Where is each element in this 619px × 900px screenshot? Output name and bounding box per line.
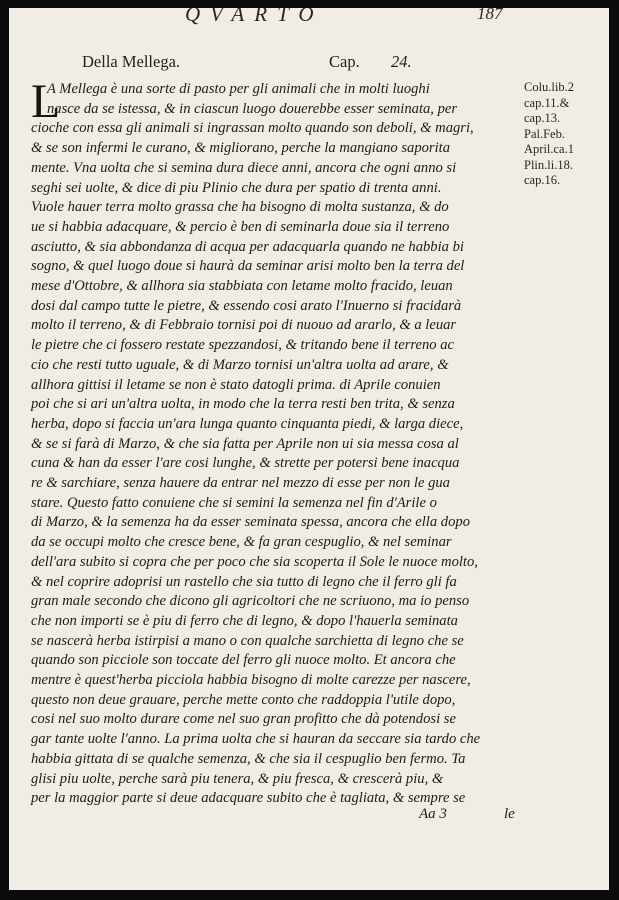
text-line: allhora gittisi il letame se non è stato datogli prima. di Aprile conuien <box>31 376 441 393</box>
text-line: dosi dal campo tutte le pietre, & essendo cosi arato l'Inuerno si fracidarà <box>31 297 462 314</box>
running-head-title: QVARTO <box>185 8 324 26</box>
text-line: habbia gittata di se qualche semenza, & che sia il cespuglio ben fermo. Ta <box>31 750 466 767</box>
chapter-number: 24. <box>391 52 412 71</box>
signature-mark: Aa 3 <box>419 806 447 822</box>
catchword: le <box>504 806 515 822</box>
chapter-heading <box>9 52 609 76</box>
text-line: A Mellega è una sorte di pasto per gli animali che in molti luoghi <box>47 81 430 97</box>
text-line: cioche con essa gli animali si ingrassan molto quando son deboli, & magri, <box>31 120 474 137</box>
text-line: stare. Questo fatto conuiene che si semini la semenza nel fin d'Arile o <box>31 494 437 511</box>
margin-note: cap.16. <box>524 173 561 187</box>
text-line: herba, dopo si faccia un'ara lunga quanto cinquanta piedi, & larga diece, <box>31 415 464 432</box>
text-line: quando son picciole son toccate del ferro gli nuoce molto. Et ancora che <box>31 652 456 669</box>
text-line: seghi sei uolte, & dice di piu Plinio che dura per spatio di trenta anni. <box>31 179 442 196</box>
text-line: cuna & han da esser l'are cosi lunghe, & strette per potersi bene inacqua <box>31 455 460 472</box>
text-line: per la maggior parte si deue adacquare subito che è tagliata, & sempre se <box>31 790 466 807</box>
text-line: che non importi se è piu di ferro che di legno, & dopo l'hauerla seminata <box>31 612 458 629</box>
text-line: gran male secondo che dicono gli agricoltori che ne scriuono, ma io penso <box>31 593 470 610</box>
text-line: asciutto, & sia abbondanza di acqua per adacquarla quando ne habbia bi <box>31 238 464 255</box>
text-line: cio che resti tutto uguale, & di Marzo tornisi un'altra uolta ad arare, & <box>31 356 449 373</box>
book-page <box>9 8 609 890</box>
text-line: & se si farà di Marzo, & che sia fatta per Aprile non ui sia messa cosa al <box>31 435 459 452</box>
text-line: re & sarchiare, senza hauere da entrar nel mezzo di esse per non le gua <box>31 475 450 491</box>
margin-note: cap.11.& <box>524 95 570 110</box>
text-line: sogno, & quel luogo doue si haurà da seminar arisi molto ben la terra del <box>31 258 465 275</box>
text-line: mente. Vna uolta che si semina dura diece anni, ancora che ogni anno si <box>31 159 457 176</box>
page-number: 187 <box>477 8 503 23</box>
drop-cap: L <box>31 75 61 128</box>
text-line: Vuole hauer terra molto grassa che ha bisogno di molta sustanza, & do <box>31 199 449 216</box>
text-line: mentre è quest'herba picciola habbia bisogno di molte carezze per nascere, <box>31 672 471 688</box>
text-line: glisi piu uolte, perche sarà piu tenera, & piu fresca, & crescerà piu, & <box>31 770 444 787</box>
text-line: gar tante uolte l'anno. La prima uolta che si hauran da seccare sia tardo che <box>31 731 481 748</box>
text-line: ue si habbia adacquare, & percio è ben di seminarla doue sia il terreno <box>31 218 450 235</box>
text-line: molto il terreno, & di Febbraio tornisi poi di nuouo ad ararlo, & a leuar <box>31 317 457 334</box>
chapter-label: Cap. <box>329 52 360 71</box>
text-line: le pietre che ci fossero restate spezzandosi, & tritando bene il terreno ac <box>31 337 455 354</box>
text-line: & se son infermi le curano, & migliorano, perche la mangiano saporita <box>31 140 451 157</box>
margin-note: Colu.lib.2 <box>524 80 575 94</box>
text-line: poi che si ari un'altra uolta, in modo che la terra resti ben trita, & senza <box>31 396 455 413</box>
running-head <box>9 8 609 26</box>
text-line: cosi nel suo molto durare come nel suo gran profitto che dà potendosi se <box>31 711 456 728</box>
text-line: & nel coprire adoprisi un rastello che sia tutto di legno che il ferro gli fa <box>31 573 457 590</box>
text-line: mese d'Ottobre, & allhora sia stabbiata con letame molto fracido, leuan <box>31 278 453 294</box>
text-line: da se occupi molto che cresce bene, & fa gran cespuglio, & nel seminar <box>31 534 452 551</box>
text-line: questo non deue grauare, perche mette conto che raddoppia l'utile dopo, <box>31 691 456 708</box>
chapter-title: Della Mellega. <box>82 52 181 71</box>
margin-note: Plin.li.18. <box>524 157 573 172</box>
text-line: se nascerà herba istirpisi a mano o con qualche sarchietta di legno che se <box>31 632 464 649</box>
margin-note: cap.13. <box>524 111 561 125</box>
text-line: di Marzo, & la semenza ha da esser seminata spessa, ancora che ella dopo <box>31 514 470 531</box>
margin-note: Pal.Feb. <box>524 126 565 141</box>
text-line: nasce da se istessa, & in ciascun luogo douerebbe esser seminata, per <box>47 100 458 117</box>
margin-note: April.ca.1 <box>524 142 574 156</box>
text-line: dell'ara subito si copra che per poco che sia scoperta il Sole le nuoce molto, <box>31 553 478 570</box>
